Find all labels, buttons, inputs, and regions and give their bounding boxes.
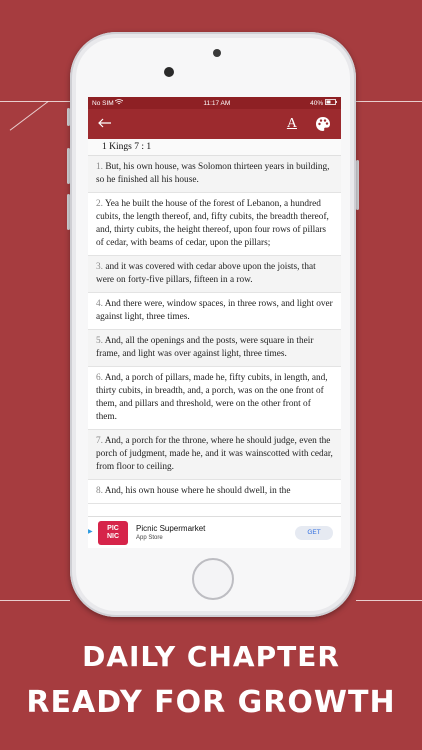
- app-bar: [88, 109, 341, 139]
- font-size-icon[interactable]: A: [286, 116, 297, 131]
- verse-text: But, his own house, was Solomon thirteen years in building, so he finished all his house.: [96, 162, 330, 185]
- verse-text: And, a porch for the throne, where he should judge, even the porch of judgment, made he, and it was wainscotted with cedar, from floor to ceiling.: [96, 436, 333, 472]
- verse-row[interactable]: [88, 367, 341, 430]
- status-battery: 40%: [310, 99, 337, 107]
- headline-line-2: READY FOR GROWTH: [26, 685, 396, 720]
- verse-number: 5.: [96, 336, 103, 346]
- back-arrow-icon[interactable]: [98, 116, 112, 132]
- decor-line-left-diag: [10, 101, 49, 131]
- ad-banner[interactable]: [88, 516, 341, 548]
- ad-app-logo: PIC NIC: [98, 521, 128, 545]
- verse-row[interactable]: [88, 156, 341, 193]
- verse-row[interactable]: [88, 330, 341, 367]
- proximity-sensor: [164, 67, 174, 77]
- verse-text: And, a porch of pillars, made he, fifty cubits, in length, and, thirty cubits, in breadth, and, a porch, was on the one front of them, and pillars and threshold, were on the other front of them.: [96, 373, 328, 422]
- ad-get-button[interactable]: GET: [295, 526, 333, 540]
- status-carrier: No SIM: [92, 99, 123, 107]
- verse-row[interactable]: [88, 480, 341, 504]
- palette-icon[interactable]: [315, 116, 331, 132]
- verse-number: 2.: [96, 199, 103, 209]
- phone-screen: [88, 97, 341, 548]
- verse-row[interactable]: [88, 256, 341, 293]
- verse-list: [88, 156, 341, 527]
- verse-text: And there were, window spaces, in three rows, and light over against light, three times.: [96, 299, 333, 322]
- decor-line-left-top: [0, 101, 70, 102]
- front-camera: [213, 49, 221, 57]
- phone-power-button: [356, 160, 359, 210]
- decor-line-right-top: [356, 101, 422, 102]
- battery-icon: [325, 99, 337, 105]
- status-time: 11:17 AM: [203, 99, 231, 107]
- ad-text: [136, 524, 295, 541]
- decor-line-left-bottom: [0, 600, 70, 601]
- wifi-icon: [115, 99, 123, 105]
- headline-line-1: DAILY CHAPTER: [82, 640, 340, 673]
- verse-text: And, his own house where he should dwell, in the: [104, 486, 291, 496]
- verse-text: and it was covered with cedar above upon the joists, that were on forty-five pillars, fifteen in a row.: [96, 262, 316, 285]
- verse-number: 6.: [96, 373, 103, 383]
- verse-row[interactable]: [88, 293, 341, 330]
- status-bar: [88, 97, 341, 109]
- verse-number: 8.: [96, 486, 103, 496]
- verse-text: Yea he built the house of the forest of Lebanon, a hundred cubits, the length thereof, and, fifty cubits, the breadth thereof, and, thirty cubits, the height thereof, upon four rows of pillars of cedar, with beams of cedar, upon the pillars;: [96, 199, 329, 248]
- ad-subtitle: App Store: [136, 535, 163, 541]
- ad-title: Picnic Supermarket: [136, 524, 206, 533]
- verse-number: 1.: [96, 162, 103, 172]
- verse-number: 7.: [96, 436, 103, 446]
- verse-number: 3.: [96, 262, 103, 272]
- verse-text: And, all the openings and the posts, were square in their frame, and light was over against light, three times.: [96, 336, 314, 359]
- ad-choices-icon[interactable]: ▶: [88, 529, 93, 535]
- decor-line-right-bottom: [356, 600, 422, 601]
- verse-number: 4.: [96, 299, 103, 309]
- chapter-reference: 1 Kings 7 : 1: [88, 139, 341, 156]
- home-button[interactable]: [192, 558, 234, 600]
- verse-row[interactable]: [88, 430, 341, 480]
- verse-row[interactable]: [88, 193, 341, 256]
